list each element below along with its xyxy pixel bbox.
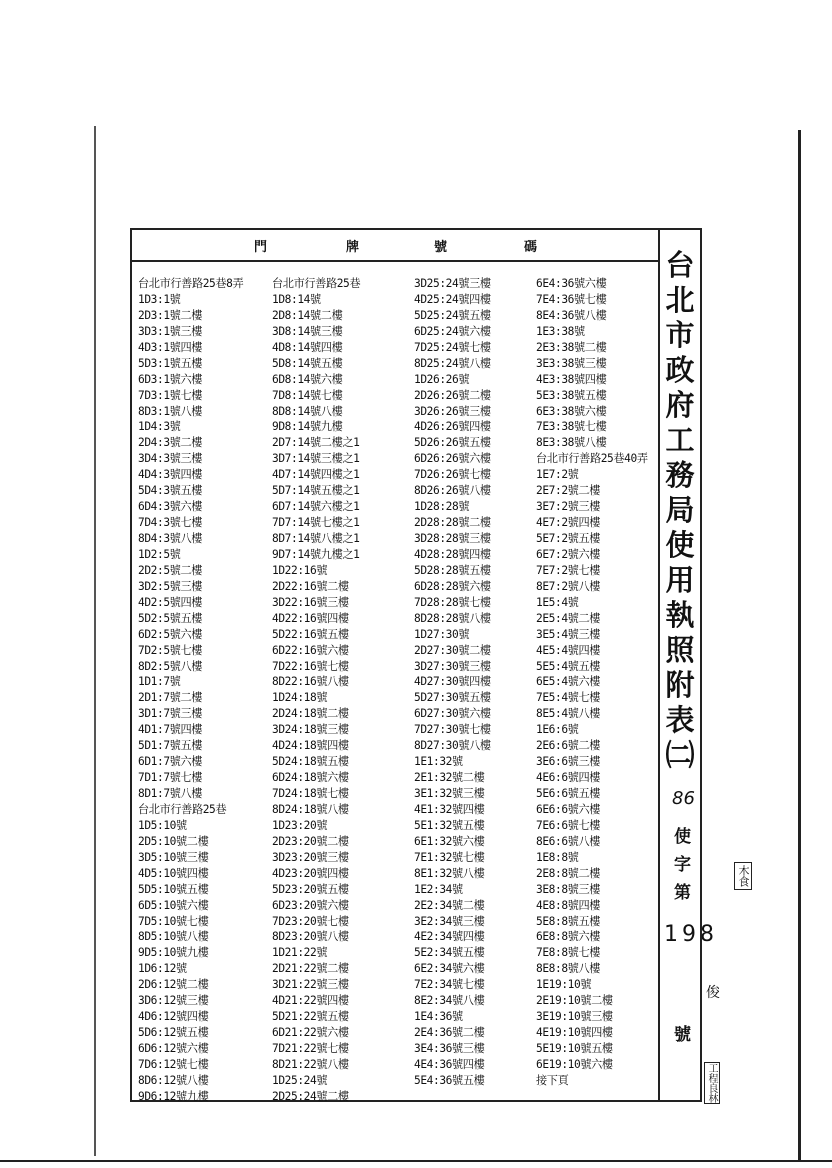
address-entry: 3E2:34號三樓 [414,914,485,928]
address-entry: 8E7:2號八樓 [536,579,601,593]
address-entry: 2E2:34號二樓 [414,898,485,912]
address-entry: 3D22:16號三樓 [272,595,349,609]
bottom-edge [0,1160,832,1162]
address-entry: 8E1:32號八樓 [414,866,485,880]
address-entry: 4D22:16號四樓 [272,611,349,625]
address-entry: 2D22:16號二樓 [272,579,349,593]
header-char-4: 碼 [524,240,538,255]
address-entry: 6D3:1號六樓 [138,372,203,386]
address-entry: 8D24:18號八樓 [272,802,349,816]
address-entry: 5E7:2號五樓 [536,532,601,545]
header-char-2: 牌 [346,240,360,255]
address-entry: 9D5:10號九樓 [138,946,209,960]
address-entry: 1D8:14號 [272,292,321,306]
address-entry: 1E7:2號 [536,468,579,482]
title-char: 政 [665,353,695,387]
address-entry: 7E4:36號七樓 [536,292,607,306]
address-entry: 1E4:36號 [414,1010,463,1024]
address-entry: 1E5:4號 [536,595,579,609]
address-entry: 8D3:1號八樓 [138,404,203,418]
address-entry: 2D24:18號二樓 [272,707,349,721]
address-entry: 3D5:10號三樓 [138,850,209,864]
address-entry: 4D5:10號四樓 [138,866,209,880]
address-entry: 5D2:5號五樓 [138,611,203,625]
address-entry: 1E8:8號 [536,850,579,864]
address-entry: 1E1:32號 [414,755,463,769]
address-entry: 2D26:26號二樓 [414,388,491,402]
address-column-4 [536,276,648,1089]
address-entry: 5E1:32號五樓 [414,818,485,832]
address-entry: 4D7:14號四樓之1 [272,468,360,482]
margin-stamp-1: 木食 [734,862,752,890]
address-entry: 台北市行善路25巷 [272,277,361,290]
address-entry: 5D6:12號五樓 [138,1026,209,1040]
address-entry: 3E1:32號三樓 [414,787,485,800]
address-entry: 6D25:24號六樓 [414,324,491,338]
address-entry: 6D23:20號六樓 [272,898,349,912]
address-entry: 4D23:20號四樓 [272,866,349,880]
title-char: 執 [665,598,695,632]
address-entry: 5D4:3號五樓 [138,484,203,498]
address-entry: 4E4:36號四樓 [414,1057,485,1071]
address-entry: 5D21:22號五樓 [272,1010,349,1024]
address-entry: 8D28:28號八樓 [414,611,491,625]
address-entry: 1D25:24號 [272,1073,328,1087]
address-entry: 6E4:36號六樓 [536,277,607,290]
address-entry: 3D27:30號三樓 [414,659,491,673]
address-entry: 8D22:16號八樓 [272,675,349,689]
address-entry: 5D1:7號五樓 [138,739,203,753]
address-entry: 5D28:28號五樓 [414,563,491,577]
address-entry: 7D24:18號七樓 [272,787,349,800]
address-entry: 6D8:14號六樓 [272,372,343,386]
address-entry: 4E19:10號四樓 [536,1026,613,1040]
address-entry: 3E4:36號三樓 [414,1042,485,1055]
address-entry: 3E7:2號三樓 [536,500,601,514]
title-char: 台 [665,248,695,282]
address-entry: 5D24:18號五樓 [272,755,349,769]
address-entry: 6E7:2號六樓 [536,547,601,561]
address-entry: 2D5:10號二樓 [138,834,209,848]
header-row [132,230,658,262]
address-entry: 1D28:28號 [414,500,470,514]
margin-stamp-2: 俊 [706,985,720,1001]
address-entry: 8D23:20號八樓 [272,930,349,944]
address-entry: 2E5:4號二樓 [536,611,601,625]
address-entry: 3E19:10號三樓 [536,1010,613,1024]
address-entry: 4E2:34號四樓 [414,930,485,944]
address-entry: 1D22:16號 [272,563,328,577]
address-entry: 7D8:14號七樓 [272,388,343,402]
title-char: 工 [665,423,695,457]
address-entry: 1D21:22號 [272,946,328,960]
address-entry: 3D1:7號三樓 [138,707,203,721]
address-entry: 8D21:22號八樓 [272,1057,349,1071]
address-entry: 4E3:38號四樓 [536,372,607,386]
address-entry: 1E19:10號 [536,978,592,992]
address-entry: 4D4:3號四樓 [138,468,203,482]
address-entry: 3E3:38號三樓 [536,356,607,370]
address-entry: 5D5:10號五樓 [138,882,209,896]
address-entry: 4D6:12號四樓 [138,1010,209,1024]
address-entry: 6D5:10號六樓 [138,898,209,912]
address-column-1 [138,276,243,1105]
address-entry: 5D3:1號五樓 [138,356,203,370]
address-entry: 5E19:10號五樓 [536,1042,613,1055]
address-entry: 4D26:26號四樓 [414,420,491,434]
address-entry: 1D27:30號 [414,627,470,641]
address-entry: 3D26:26號三樓 [414,404,491,418]
header-char-3: 號 [434,240,448,255]
address-entry: 6D22:16號六樓 [272,643,349,657]
address-entry: 5E2:34號五樓 [414,946,485,960]
address-entry: 8D27:30號八樓 [414,739,491,753]
address-entry: 2E7:2號二樓 [536,484,601,498]
label-di: 第 [674,883,691,903]
address-entry: 7D5:10號七樓 [138,914,209,928]
address-entry: 6D1:7號六樓 [138,755,203,769]
address-entry: 3D25:24號三樓 [414,277,491,290]
title-char: 表 [665,703,695,737]
address-entry: 4D27:30號四樓 [414,675,491,689]
address-entry: 5D7:14號五樓之1 [272,484,360,498]
address-entry: 3D2:5號三樓 [138,579,203,593]
address-entry: 7D26:26號七樓 [414,468,491,482]
address-entry: 7D4:3號七樓 [138,516,203,530]
address-entry: 2D7:14號二樓之1 [272,436,360,450]
address-entry: 3D24:18號三樓 [272,723,349,737]
address-entry: 7D3:1號七樓 [138,388,203,402]
address-entry: 7D6:12號七樓 [138,1057,209,1071]
address-entry: 6D24:18號六樓 [272,771,349,785]
address-entry: 台北市行善路25巷 [138,802,227,816]
address-entry: 4E5:4號四樓 [536,643,601,657]
address-entry: 1E3:38號 [536,324,585,338]
address-entry: 7D2:5號七樓 [138,643,203,657]
address-entry: 8E8:8號八樓 [536,962,601,976]
address-entry: 1D1:7號 [138,675,181,689]
address-entry: 1D3:1號 [138,292,181,306]
address-entry: 8D2:5號八樓 [138,659,203,673]
address-entry: 7D7:14號七樓之1 [272,516,360,530]
address-entry: 4D1:7號四樓 [138,723,203,737]
address-entry: 2D3:1號二樓 [138,308,203,322]
address-entry: 9D6:12號九樓 [138,1089,209,1103]
address-entry: 6D4:3號六樓 [138,500,203,514]
address-entry: 8E3:38號八樓 [536,436,607,450]
address-entry: 9D8:14號九樓 [272,420,343,434]
address-entry: 1D4:3號 [138,420,181,434]
address-entry: 2D25:24號二樓 [272,1089,349,1103]
address-entry: 3D23:20號三樓 [272,850,349,864]
permit-number: 86 [672,788,695,809]
vertical-title [664,248,696,773]
title-char: 用 [665,563,695,597]
title-char: ㈡ [665,738,695,772]
margin-stamp-3: 工程良林 [704,1062,720,1104]
address-entry: 7E1:32號七樓 [414,850,485,864]
address-entry: 6E5:4號六樓 [536,675,601,689]
address-entry: 8E6:6號八樓 [536,834,601,848]
address-entry: 4D2:5號四樓 [138,595,203,609]
address-entry: 接下頁 [536,1073,569,1087]
address-entry: 3D3:1號三樓 [138,324,203,338]
address-entry: 2D8:14號二樓 [272,308,343,322]
left-margin-line [94,126,96,1156]
title-char: 務 [665,458,695,492]
address-entry: 2E4:36號二樓 [414,1026,485,1040]
address-entry: 1E6:6號 [536,723,579,737]
address-entry: 6D2:5號六樓 [138,627,203,641]
right-edge [798,130,801,1160]
address-entry: 1D2:5號 [138,547,181,561]
address-entry: 4D21:22號四樓 [272,994,349,1008]
address-entry: 6E1:32號六樓 [414,834,485,848]
address-entry: 7E8:8號七樓 [536,946,601,960]
address-entry: 2D23:20號二樓 [272,834,349,848]
address-entry: 3D4:3號三樓 [138,452,203,466]
address-entry: 7E6:6號七樓 [536,818,601,832]
address-entry: 6D28:28號六樓 [414,579,491,593]
title-char: 照 [665,633,695,667]
title-char: 局 [665,493,695,527]
handwritten-number: 198 [664,922,718,947]
address-entry: 2D4:3號二樓 [138,436,203,450]
address-entry: 8D7:14號八樓之1 [272,532,360,545]
address-entry: 1D26:26號 [414,372,470,386]
label-zi: 字 [674,855,691,875]
address-entry: 台北市行善路25巷8弄 [138,277,244,290]
address-entry: 5E6:6號五樓 [536,787,601,800]
address-entry: 2E19:10號二樓 [536,994,613,1008]
address-entry: 4E8:8號四樓 [536,898,601,912]
address-column-3 [414,276,491,1089]
address-entry: 5D23:20號五樓 [272,882,349,896]
address-entry: 8D1:7號八樓 [138,787,203,800]
address-entry: 3D21:22號三樓 [272,978,349,992]
address-entry: 8E2:34號八樓 [414,994,485,1008]
address-entry: 3D7:14號三樓之1 [272,452,360,466]
address-entry: 7D22:16號七樓 [272,659,349,673]
address-entry: 8D8:14號八樓 [272,404,343,418]
title-char: 附 [665,668,695,702]
address-entry: 5D22:16號五樓 [272,627,349,641]
address-entry: 7D21:22號七樓 [272,1042,349,1055]
address-entry: 8D5:10號八樓 [138,930,209,944]
address-entry: 1E2:34號 [414,882,463,896]
address-entry: 2E8:8號二樓 [536,866,601,880]
address-entry: 6E19:10號六樓 [536,1057,613,1071]
address-entry: 6E8:8號六樓 [536,930,601,944]
address-entry: 7E2:34號七樓 [414,978,485,992]
address-entry: 3D28:28號三樓 [414,532,491,545]
header-char-1: 門 [254,240,268,255]
title-char: 北 [665,283,695,317]
address-entry: 4E1:32號四樓 [414,802,485,816]
address-entry: 5E3:38號五樓 [536,388,607,402]
address-entry: 2E6:6號二樓 [536,739,601,753]
title-char: 使 [665,528,695,562]
address-entry: 3D6:12號三樓 [138,994,209,1008]
address-entry: 2D21:22號二樓 [272,962,349,976]
address-entry: 7E7:2號七樓 [536,563,601,577]
address-entry: 8E4:36號八樓 [536,308,607,322]
address-entry: 4D25:24號四樓 [414,292,491,306]
address-entry: 5D25:24號五樓 [414,308,491,322]
address-entry: 9D7:14號九樓之1 [272,547,360,561]
address-entry: 3E5:4號三樓 [536,627,601,641]
address-entry: 5D8:14號五樓 [272,356,343,370]
address-entry: 8D6:12號八樓 [138,1073,209,1087]
address-entry: 5D26:26號五樓 [414,436,491,450]
address-entry: 7D28:28號七樓 [414,595,491,609]
address-entry: 8D25:24號八樓 [414,356,491,370]
address-entry: 5E5:4號五樓 [536,659,601,673]
address-entry: 2D27:30號二樓 [414,643,491,657]
address-entry: 1D5:10號 [138,818,187,832]
label-hao: 號 [674,1025,691,1045]
address-entry: 3D8:14號三樓 [272,324,343,338]
title-char: 府 [665,388,695,422]
address-entry: 2E3:38號二樓 [536,340,607,354]
label-shi: 使 [674,827,691,847]
address-entry: 4D3:1號四樓 [138,340,203,354]
address-entry: 4E6:6號四樓 [536,771,601,785]
address-entry: 台北市行善路25巷40弄 [536,452,648,466]
address-entry: 1D24:18號 [272,691,328,705]
address-entry: 4D8:14號四樓 [272,340,343,354]
address-entry: 6E2:34號六樓 [414,962,485,976]
address-entry: 8E5:4號八樓 [536,707,601,721]
address-entry: 2D6:12號二樓 [138,978,209,992]
address-entry: 4D24:18號四樓 [272,739,349,753]
address-entry: 1D6:12號 [138,962,187,976]
address-entry: 4E7:2號四樓 [536,516,601,530]
address-entry: 6D26:26號六樓 [414,452,491,466]
title-char: 市 [665,318,695,352]
address-entry: 8D4:3號八樓 [138,532,203,545]
address-column-2 [272,276,360,1105]
address-entry: 2D2:5號二樓 [138,563,203,577]
address-entry: 3E8:8號三樓 [536,882,601,896]
address-entry: 5D27:30號五樓 [414,691,491,705]
address-entry: 6D6:12號六樓 [138,1042,209,1055]
address-entry: 7E5:4號七樓 [536,691,601,705]
address-entry: 1D23:20號 [272,818,328,832]
address-entry: 6D7:14號六樓之1 [272,500,360,514]
address-entry: 7D27:30號七樓 [414,723,491,737]
address-entry: 8D26:26號八樓 [414,484,491,498]
address-entry: 2E1:32號二樓 [414,771,485,785]
address-entry: 6E6:6號六樓 [536,802,601,816]
address-entry: 7E3:38號七樓 [536,420,607,434]
address-entry: 6D27:30號六樓 [414,707,491,721]
address-entry: 5E8:8號五樓 [536,914,601,928]
address-entry: 5E4:36號五樓 [414,1073,485,1087]
address-entry: 2D1:7號二樓 [138,691,203,705]
address-entry: 4D28:28號四樓 [414,547,491,561]
address-entry: 7D25:24號七樓 [414,340,491,354]
address-entry: 7D23:20號七樓 [272,914,349,928]
address-entry: 6D21:22號六樓 [272,1026,349,1040]
address-entry: 6E3:38號六樓 [536,404,607,418]
address-entry: 7D1:7號七樓 [138,771,203,785]
address-entry: 2D28:28號二樓 [414,516,491,530]
address-entry: 3E6:6號三樓 [536,755,601,769]
